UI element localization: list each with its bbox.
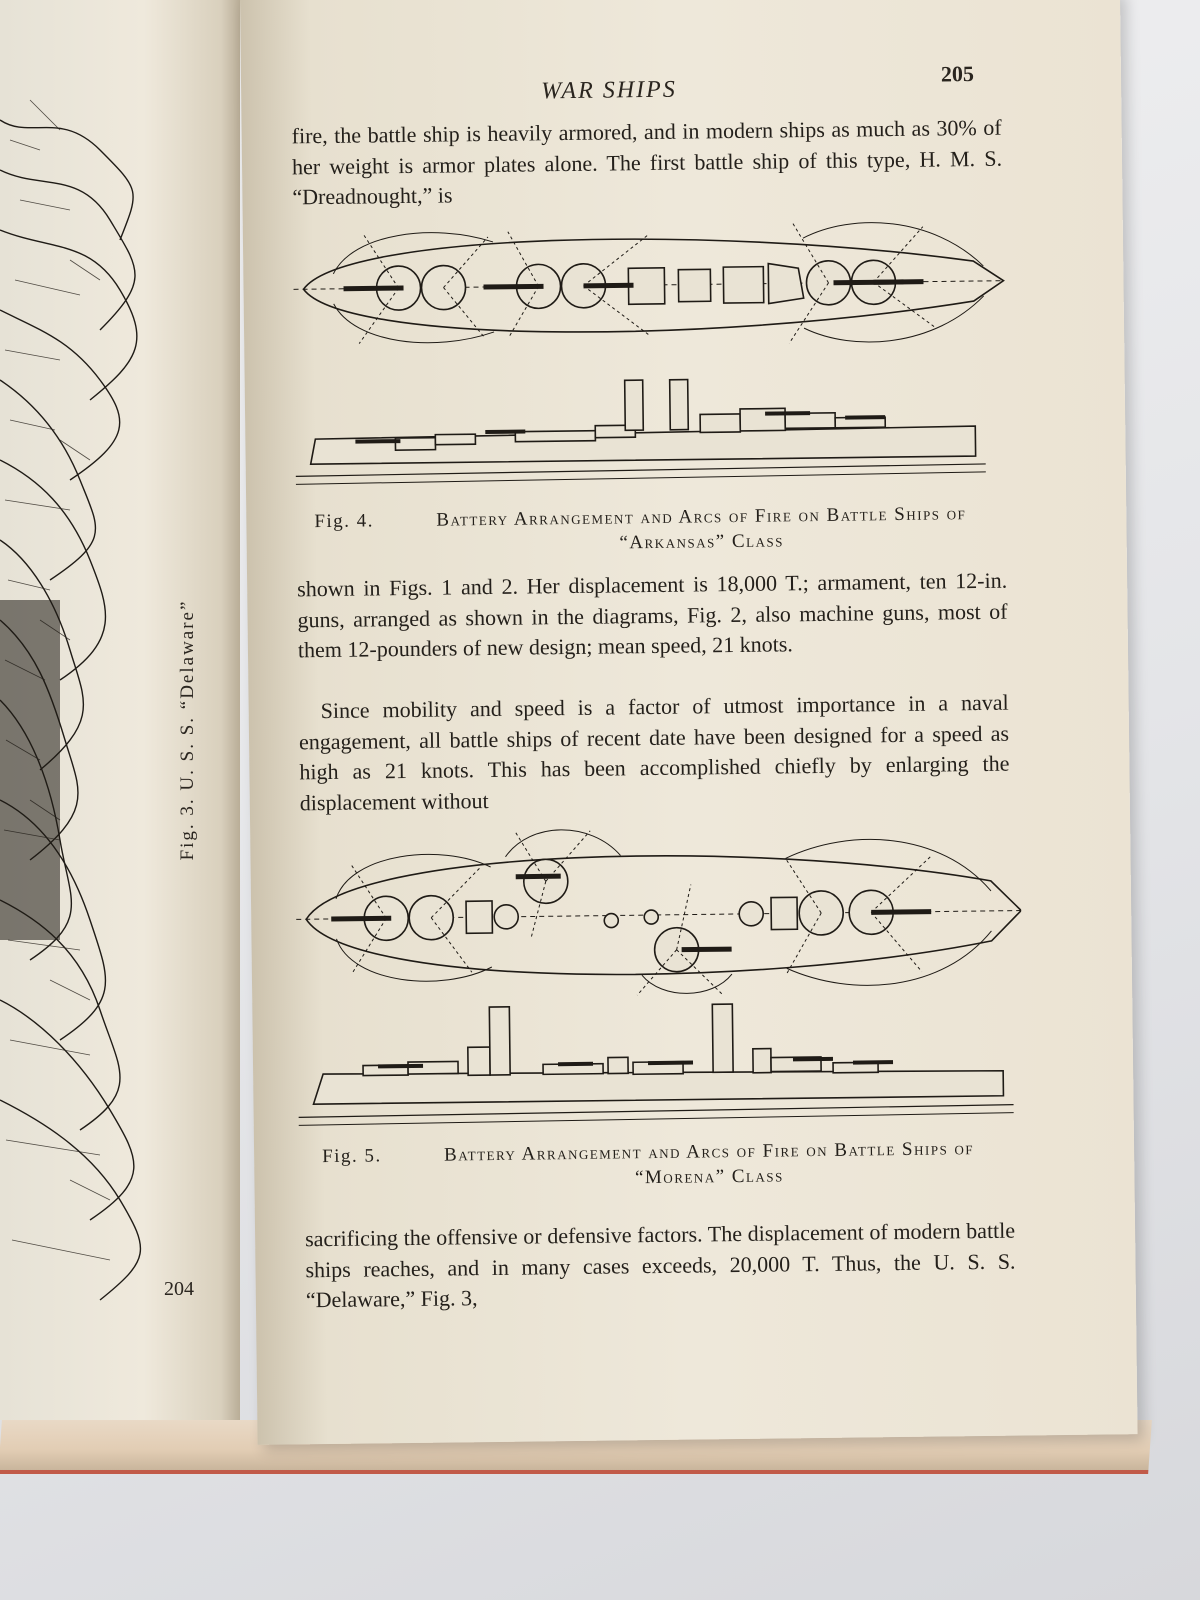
paragraph-3: Since mobility and speed is a factor of utmost importance in a naval engagement, all battle ships of recent date have been designed for a speed as high as 21 knots. This has been accomplished chiefly by enlarging the displacement without [298,689,1010,815]
figure-4-plan-view [293,221,1004,350]
figure-5-number: Fig. 5. [322,1145,382,1168]
paragraph-2: shown in Figs. 1 and 2. Her displacement is 18,000 T.; armament, ten 12-in. guns, arranged as shown in the diagrams, Fig. 2, also machine guns, most of them 12-pounders of new design; mean speed, 21 knots. [297,567,1008,663]
figure-4-elevation-view [295,376,986,484]
figure-4-number: Fig. 4. [314,510,375,533]
figure-4-diagram [283,206,1017,510]
right-page [240,0,1138,1445]
ship-engraving-illustration [0,80,150,1310]
figure-5-diagram [290,821,1024,1145]
figure-5-plan-view [295,824,1022,999]
page-number: 205 [940,61,975,87]
figure-3-caption [168,540,208,920]
left-page-number: 204 [164,1278,194,1300]
left-page [0,0,240,1420]
paragraph-1: fire, the battle ship is heavily armored, and in modern ships as much as 30% of her weight is armor plates alone. The first battle ship of this type, H. M. S. “Dreadnought,” is [291,114,1003,210]
figure-3-caption-text: Fig. 3. U. S. S. “Delaware” [177,599,198,861]
figure-5-caption-text: Battery Arrangement and Arcs of Fire on Battle Ships of “Morena” Class [443,1138,975,1189]
figure-5-elevation-view [297,1001,1013,1126]
paragraph-4: sacrificing the offensive or defensive factors. The displacement of modern battle ships reaches, and in many cases exceeds, 20,000 T. Thus, the U. S. S. “Delaware,” Fig. 3, [304,1217,1016,1313]
figure-4-caption-text: Battery Arrangement and Arcs of Fire on Battle Ships of “Arkansas” Class [436,503,967,554]
running-head: WAR SHIPS [540,76,677,105]
